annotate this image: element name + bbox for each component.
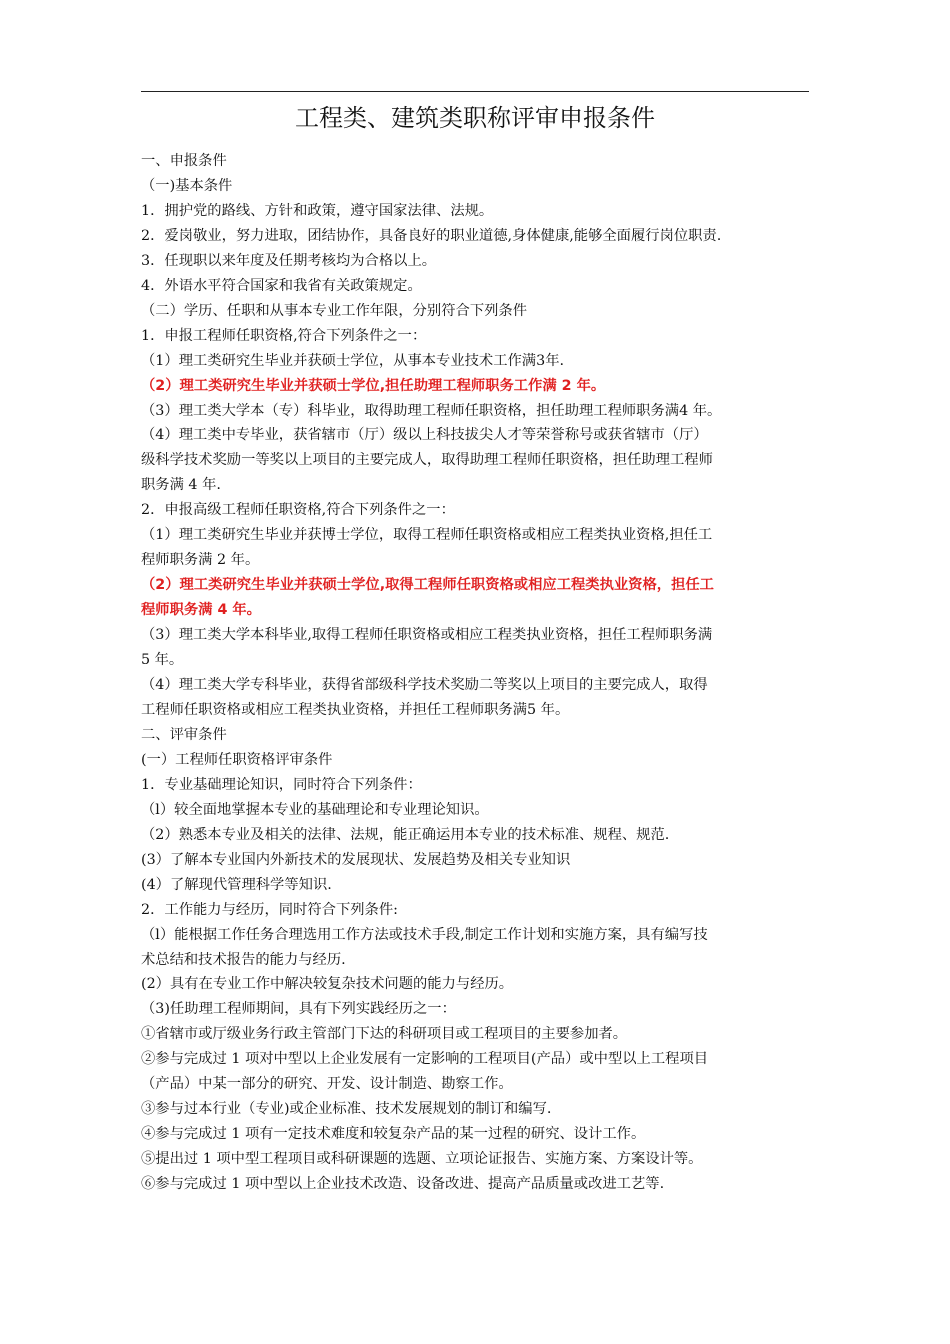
text-line: (2）具有在专业工作中解决较复杂技术问题的能力与经历。 <box>141 976 514 993</box>
text-line: （3）理工类大学本（专）科毕业，取得助理工程师任职资格，担任助理工程师职务满4 年。 <box>141 402 722 419</box>
text-line: ①省辖市或厅级业务行政主管部门下达的科研项目或工程项目的主要参加者。 <box>141 1026 628 1043</box>
text-line: 4．外语水平符合国家和我省有关政策规定。 <box>141 277 422 294</box>
text-line: ⑤提出过 1 项中型工程项目或科研课题的选题、立项论证报告、实施方案、方案设计等。 <box>141 1151 703 1168</box>
text-line: ⑥参与完成过 1 项中型以上企业技术改造、设备改进、提高产品质量或改进工艺等. <box>141 1176 665 1193</box>
text-line: （3)任助理工程师期间，具有下列实践经历之一： <box>141 1001 456 1018</box>
text-line: ③参与过本行业（专业)或企业标准、技术发展规划的制订和编写. <box>141 1101 552 1118</box>
document-title: 工程类、建筑类职称评审申报条件 <box>295 104 655 132</box>
text-line: 二、评审条件 <box>141 726 227 743</box>
text-line: 2．爱岗敬业，努力进取，团结协作，具备良好的职业道德,身体健康,能够全面履行岗位职责. <box>141 227 722 244</box>
text-line: 1．拥护党的路线、方针和政策，遵守国家法律、法规。 <box>141 202 494 219</box>
text-line: （4）理工类中专毕业，获省辖市（厅）级以上科技拔尖人才等荣誉称号或获省辖市（厅） <box>141 427 708 444</box>
text-line: （2）熟悉本专业及相关的法律、法规，能正确运用本专业的技术标准、规程、规范. <box>141 826 670 843</box>
header-rule <box>141 91 809 92</box>
highlighted-text-line: （2）理工类研究生毕业并获硕士学位,取得工程师任职资格或相应工程类执业资格，担任工 <box>141 577 714 594</box>
text-line: （1）理工类研究生毕业并获硕士学位，从事本专业技术工作满3年. <box>141 352 565 369</box>
text-line: 5 年。 <box>141 652 184 669</box>
text-line: （l）较全面地掌握本专业的基础理论和专业理论知识。 <box>141 801 489 818</box>
text-line: 2．申报高级工程师任职资格,符合下列条件之一： <box>141 502 455 519</box>
text-line: （一)基本条件 <box>141 177 233 194</box>
text-line: 2．工作能力与经历，同时符合下列条件: <box>141 901 398 918</box>
text-line: （产品）中某一部分的研究、开发、设计制造、勘察工作。 <box>141 1076 513 1093</box>
text-line: 程师职务满 2 年。 <box>141 552 260 569</box>
text-line: (4）了解现代管理科学等知识. <box>141 876 332 893</box>
text-line: （l）能根据工作任务合理选用工作方法或技术手段,制定工作计划和实施方案，具有编写技 <box>141 926 708 943</box>
text-line: （1）理工类研究生毕业并获博士学位，取得工程师任职资格或相应工程类执业资格,担任工 <box>141 527 713 544</box>
text-line: 一、申报条件 <box>141 153 227 169</box>
text-line: 级科学技术奖励一等奖以上项目的主要完成人，取得助理工程师任职资格，担任助理工程师 <box>141 452 713 469</box>
text-line: （二）学历、任职和从事本专业工作年限，分别符合下列条件 <box>141 302 528 319</box>
text-line: (3）了解本专业国内外新技术的发展现状、发展趋势及相关专业知识 <box>141 851 571 868</box>
text-line: （4）理工类大学专科毕业，获得省部级科学技术奖励二等奖以上项目的主要完成人，取得 <box>141 677 708 694</box>
text-line: 职务满 4 年. <box>141 477 221 494</box>
document-body <box>141 149 813 1197</box>
text-line: 3．任现职以来年度及任期考核均为合格以上。 <box>141 252 437 269</box>
text-line: 1．申报工程师任职资格,符合下列条件之一： <box>141 327 427 344</box>
text-line: 工程师任职资格或相应工程类执业资格，并担任工程师职务满5 年。 <box>141 701 570 718</box>
highlighted-text-line: （2）理工类研究生毕业并获硕士学位,担任助理工程师职务工作满 2 年。 <box>141 377 606 394</box>
text-line: ②参与完成过 1 项对中型以上企业发展有一定影响的工程项目(产品）或中型以上工程项目 <box>141 1051 709 1068</box>
text-line: 1．专业基础理论知识，同时符合下列条件： <box>141 776 422 793</box>
text-line: ④参与完成过 1 项有一定技术难度和较复杂产品的某一过程的研究、设计工作。 <box>141 1126 646 1143</box>
text-line: （3）理工类大学本科毕业,取得工程师任职资格或相应工程类执业资格，担任工程师职务满 <box>141 627 713 644</box>
text-line: (一）工程师任职资格评审条件 <box>141 751 333 768</box>
highlighted-text-line: 程师职务满 4 年。 <box>141 602 261 619</box>
text-line: 术总结和技术报告的能力与经历. <box>141 951 346 968</box>
